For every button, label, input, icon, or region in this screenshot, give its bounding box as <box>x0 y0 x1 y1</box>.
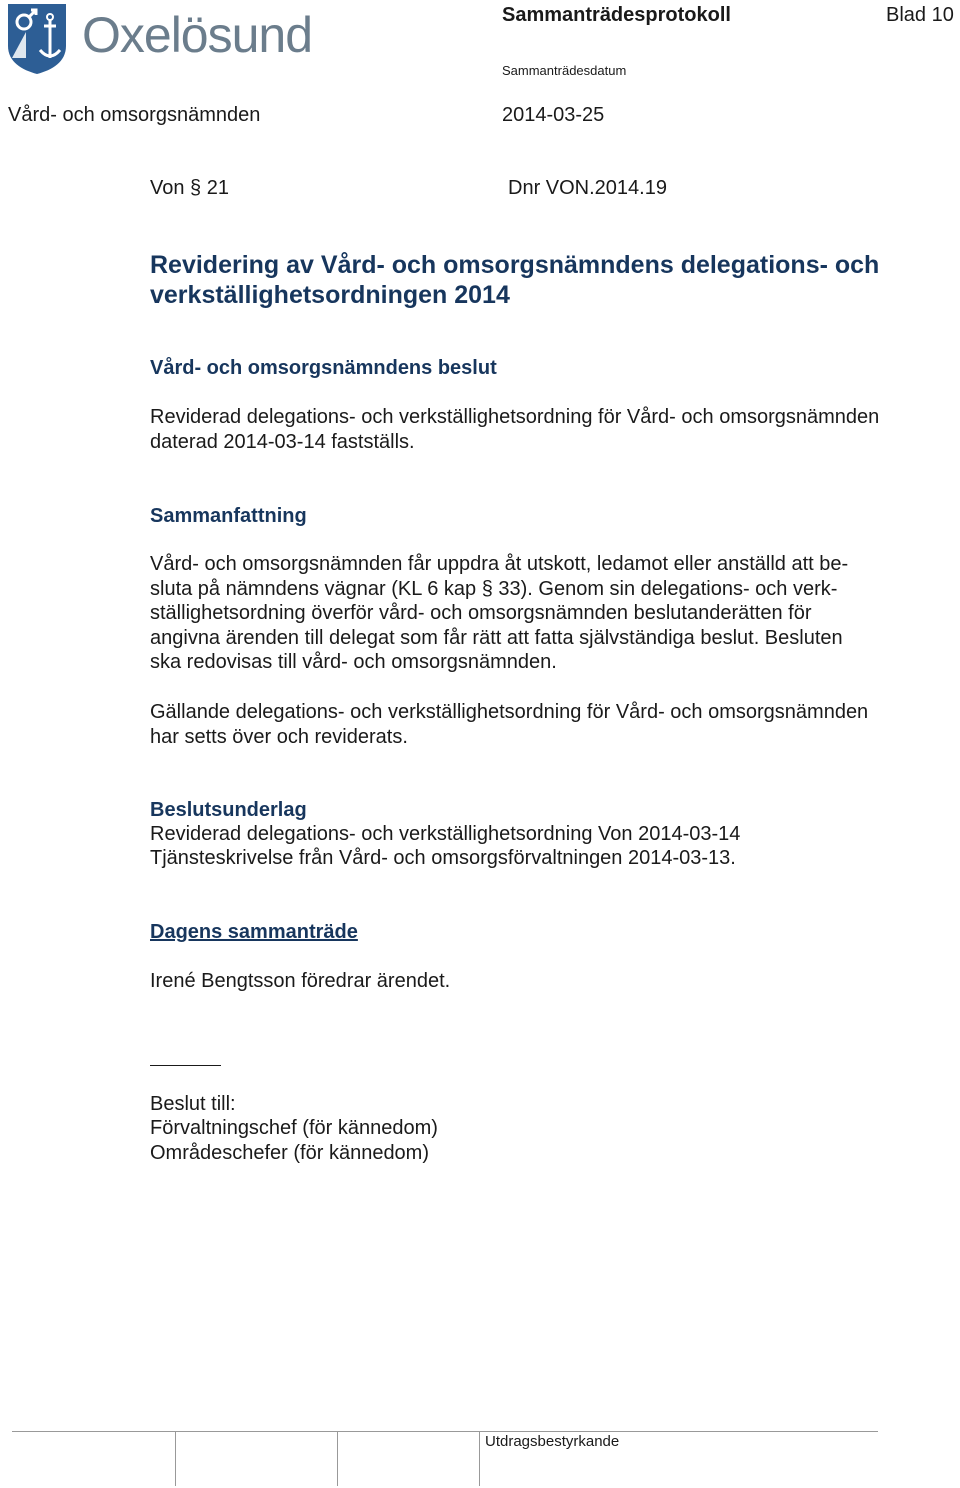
summary-line: Gällande delegations- och verkställighetsordning för Vård- och omsorgsnämnden <box>150 701 869 723</box>
summary-line: angivna ärenden till delegat som får rätt att fatta självständiga beslut. Besluten <box>150 626 843 649</box>
case-title-line-2: verkställighetsordningen 2014 <box>150 281 510 309</box>
meeting-date: 2014-03-25 <box>502 104 605 126</box>
summary-heading: Sammanfattning <box>150 505 307 527</box>
basis-heading: Beslutsunderlag <box>150 799 307 821</box>
summary-line: sluta på nämndens vägnar (KL 6 kap § 33). Genom sin delegations- och verk- <box>150 577 838 600</box>
diary-number: Dnr VON.2014.19 <box>508 177 667 199</box>
decision-text-line-2: daterad 2014-03-14 fastställs. <box>150 431 415 453</box>
distribution-item: Områdeschefer (för kännedom) <box>150 1142 430 1164</box>
footer-divider <box>479 1431 480 1486</box>
footer-rule <box>12 1431 878 1432</box>
paragraph-number: Von § 21 <box>150 177 229 199</box>
case-title-line-1: Revidering av Vård- och omsorgsnämndens delegations- och <box>150 251 880 279</box>
logo-wordmark: Oxelösund <box>82 7 313 63</box>
footer-divider <box>175 1431 176 1486</box>
committee-name: Vård- och omsorgsnämnden <box>8 104 261 126</box>
distribution-item: Förvaltningschef (för kännedom) <box>150 1117 438 1139</box>
coat-of-arms-icon <box>6 2 68 74</box>
page-number: Blad 10 <box>886 4 954 26</box>
footer-divider <box>337 1431 338 1486</box>
document-type: Sammanträdesprotokoll <box>502 4 731 26</box>
decision-text-line-1: Reviderad delegations- och verkställighetsordning för Vård- och omsorgsnämnden <box>150 406 880 428</box>
basis-line-1: Reviderad delegations- och verkställighetsordning Von 2014-03-14 <box>150 823 741 845</box>
decision-heading: Vård- och omsorgsnämndens beslut <box>150 357 497 379</box>
footer-certification-label: Utdragsbestyrkande <box>485 1433 620 1450</box>
summary-paragraph-1 <box>150 552 910 675</box>
summary-line: ska redovisas till vård- och omsorgsnämnden. <box>150 651 557 673</box>
oxelosund-logo <box>6 2 68 79</box>
short-separator <box>150 1065 221 1066</box>
summary-line: Vård- och omsorgsnämnden får uppdra åt utskott, ledamot eller anställd att be- <box>150 553 849 575</box>
basis-line-2: Tjänsteskrivelse från Vård- och omsorgsförvaltningen 2014-03-13. <box>150 847 736 869</box>
date-label: Sammanträdesdatum <box>502 63 627 78</box>
meeting-text: Irené Bengtsson föredrar ärendet. <box>150 970 451 992</box>
distribution-label: Beslut till: <box>150 1093 236 1115</box>
meeting-heading: Dagens sammanträde <box>150 921 358 943</box>
summary-line: har setts över och reviderats. <box>150 725 408 748</box>
summary-line: ställighetsordning överför vård- och omsorgsnämnden beslutanderätten för <box>150 602 812 624</box>
summary-paragraph-2 <box>150 700 910 749</box>
